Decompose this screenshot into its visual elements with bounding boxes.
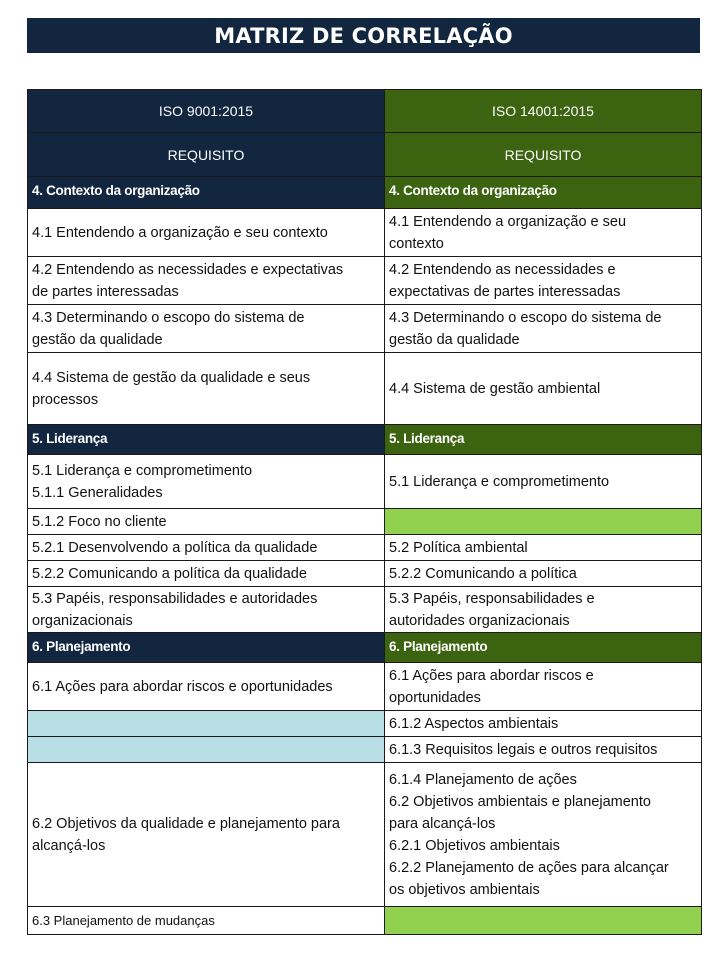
iso-9001-cell <box>28 763 385 907</box>
table-row <box>28 257 702 305</box>
iso-14001-cell <box>385 737 702 763</box>
table-row <box>28 455 702 509</box>
iso-9001-cell <box>28 353 385 425</box>
table-row <box>28 353 702 425</box>
cell-line: alcançá-los <box>32 837 106 854</box>
cell-line: 6. Planejamento <box>32 639 131 654</box>
cell-line: 4. Contexto da organização <box>389 183 557 198</box>
table-row <box>28 509 702 535</box>
iso-14001-header: ISO 14001:2015 <box>385 90 702 133</box>
cell-line: 4.2 Entendendo as necessidades e expectativas <box>32 261 344 278</box>
table-row <box>28 763 702 907</box>
iso-14001-requisito-header: REQUISITO <box>385 133 702 177</box>
iso-9001-cell <box>28 209 385 257</box>
cell-line: 5.2.2 Comunicando a política <box>389 565 577 582</box>
iso-14001-section-cell <box>385 425 702 455</box>
cell-line: 5.1.2 Foco no cliente <box>32 513 167 530</box>
table-row <box>28 587 702 633</box>
cell-line: gestão da qualidade <box>389 331 520 348</box>
cell-line: 6. Planejamento <box>389 639 488 654</box>
iso-14001-cell <box>385 455 702 509</box>
cell-line: de partes interessadas <box>32 283 179 300</box>
iso-14001-empty-cell <box>385 509 702 535</box>
cell-line: organizacionais <box>32 612 133 629</box>
table-row <box>28 907 702 935</box>
iso-14001-cell <box>385 535 702 561</box>
table-row <box>28 209 702 257</box>
iso-9001-cell <box>28 257 385 305</box>
iso-14001-cell <box>385 711 702 737</box>
cell-line: 6.2 Objetivos ambientais e planejamento <box>389 793 651 810</box>
cell-line: 5.1 Liderança e comprometimento <box>32 462 253 479</box>
iso-9001-cell <box>28 305 385 353</box>
iso-9001-section-cell <box>28 425 385 455</box>
cell-line: oportunidades <box>389 689 481 706</box>
iso-9001-cell <box>28 663 385 711</box>
table-row <box>28 535 702 561</box>
cell-line: 6.1 Ações para abordar riscos e oportunidades <box>32 678 333 695</box>
cell-line: 5.3 Papéis, responsabilidades e <box>389 590 595 607</box>
iso-14001-empty-cell <box>385 907 702 935</box>
cell-line: 4. Contexto da organização <box>32 183 200 198</box>
cell-line: 4.3 Determinando o escopo do sistema de <box>389 309 662 326</box>
cell-line: 5.2 Política ambiental <box>389 539 528 556</box>
iso-9001-empty-cell <box>28 737 385 763</box>
iso-14001-cell <box>385 257 702 305</box>
page-title <box>27 18 700 53</box>
iso-9001-cell <box>28 455 385 509</box>
section-row-planejamento <box>28 633 702 663</box>
cell-line: processos <box>32 391 99 408</box>
cell-line: 5.1 Liderança e comprometimento <box>389 473 610 490</box>
iso-14001-section-cell <box>385 177 702 209</box>
iso-9001-cell <box>28 907 385 935</box>
iso-14001-cell <box>385 587 702 633</box>
cell-line: 4.3 Determinando o escopo do sistema de <box>32 309 305 326</box>
iso-14001-cell <box>385 353 702 425</box>
cell-line: 5. Liderança <box>32 431 108 446</box>
table-row <box>28 561 702 587</box>
table-row <box>28 663 702 711</box>
iso-14001-cell <box>385 663 702 711</box>
cell-line: 5.3 Papéis, responsabilidades e autoridades <box>32 590 318 607</box>
iso-9001-section-cell <box>28 633 385 663</box>
cell-line: 6.1.3 Requisitos legais e outros requisitos <box>389 741 658 758</box>
iso-9001-header: ISO 9001:2015 <box>28 90 385 133</box>
cell-line: 4.1 Entendendo a organização e seu <box>389 213 627 230</box>
requisito-header-row <box>28 133 702 177</box>
cell-line: 6.1.4 Planejamento de ações <box>389 771 577 788</box>
cell-line: contexto <box>389 235 444 252</box>
cell-line: os objetivos ambientais <box>389 881 540 898</box>
iso-14001-cell <box>385 561 702 587</box>
cell-line: gestão da qualidade <box>32 331 163 348</box>
iso-9001-empty-cell <box>28 711 385 737</box>
table-row <box>28 737 702 763</box>
cell-line: 6.1 Ações para abordar riscos e <box>389 667 594 684</box>
iso-9001-section-cell <box>28 177 385 209</box>
iso-14001-section-cell <box>385 633 702 663</box>
cell-line: 5.1.1 Generalidades <box>32 484 163 501</box>
iso-9001-cell <box>28 509 385 535</box>
cell-line: 5.2.1 Desenvolvendo a política da qualidade <box>32 539 318 556</box>
cell-line: para alcançá-los <box>389 815 496 832</box>
cell-line: 5.2.2 Comunicando a política da qualidade <box>32 565 307 582</box>
correlation-matrix-table <box>27 89 702 935</box>
iso-9001-cell <box>28 587 385 633</box>
cell-line: 5. Liderança <box>389 431 465 446</box>
cell-line: expectativas de partes interessadas <box>389 283 621 300</box>
iso-14001-cell <box>385 763 702 907</box>
cell-line: 6.2 Objetivos da qualidade e planejamento para <box>32 815 340 832</box>
iso-9001-requisito-header: REQUISITO <box>28 133 385 177</box>
table-row <box>28 711 702 737</box>
cell-line: 6.2.2 Planejamento de ações para alcançar <box>389 859 669 876</box>
cell-line: 6.1.2 Aspectos ambientais <box>389 715 559 732</box>
standards-header-row <box>28 90 702 133</box>
table-row <box>28 305 702 353</box>
page-title-text: MATRIZ DE CORRELAÇÃO <box>214 23 513 48</box>
cell-line: 4.4 Sistema de gestão da qualidade e seus <box>32 369 311 386</box>
iso-14001-cell <box>385 305 702 353</box>
iso-14001-cell <box>385 209 702 257</box>
iso-9001-cell <box>28 535 385 561</box>
cell-line: 6.2.1 Objetivos ambientais <box>389 837 560 854</box>
section-row-contexto <box>28 177 702 209</box>
cell-line: autoridades organizacionais <box>389 612 570 629</box>
iso-9001-cell <box>28 561 385 587</box>
cell-line: 4.4 Sistema de gestão ambiental <box>389 380 601 397</box>
cell-line: 4.1 Entendendo a organização e seu contexto <box>32 224 328 241</box>
cell-line: 6.3 Planejamento de mudanças <box>32 912 215 928</box>
section-row-lideranca <box>28 425 702 455</box>
cell-line: 4.2 Entendendo as necessidades e <box>389 261 616 278</box>
